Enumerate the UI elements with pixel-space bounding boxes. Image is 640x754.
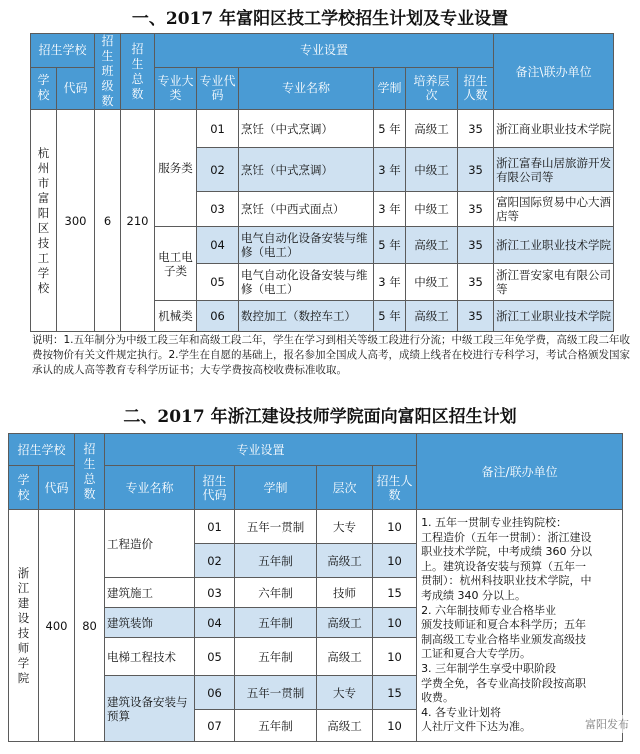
note-line: 人社厅文件下达为准。 xyxy=(421,720,532,734)
count: 15 xyxy=(373,578,417,608)
school-name: 杭 州 市 富 阳 区 技 工 学 校 xyxy=(31,110,57,332)
note-line: 颁发技师证和夏合本科学历；五年 xyxy=(421,618,587,632)
major-code: 07 xyxy=(195,710,235,742)
school-code: 300 xyxy=(57,110,95,332)
level: 技师 xyxy=(317,578,373,608)
level: 中级工 xyxy=(406,148,458,192)
header-code: 代码 xyxy=(39,466,75,510)
header-count: 招生人数 xyxy=(458,67,494,109)
watermark: 富阳发布 xyxy=(582,715,632,733)
major-code: 03 xyxy=(195,578,235,608)
major-name: 烹饪（中西式面点） xyxy=(239,192,374,227)
count: 10 xyxy=(373,710,417,742)
note-line: 1. 五年一贯制专业挂钩院校： xyxy=(421,516,568,530)
major-code: 04 xyxy=(195,608,235,638)
major-code: 06 xyxy=(195,676,235,710)
header-major-setting: 专业设置 xyxy=(155,34,494,68)
note-line: 上。建筑设备安装与预算（五年一 xyxy=(421,559,587,573)
note: 浙江富春山居旅游开发有限公司等 xyxy=(494,148,614,192)
count: 35 xyxy=(458,227,494,264)
major-code: 05 xyxy=(197,264,239,301)
title-1: 一、2017 年富阳区技工学校招生计划及专业设置 xyxy=(131,9,509,29)
count: 35 xyxy=(458,148,494,192)
major-name: 建筑装饰 xyxy=(105,608,195,638)
header-code: 代码 xyxy=(57,67,95,109)
header-level: 层次 xyxy=(317,466,373,510)
level: 高级工 xyxy=(406,301,458,332)
level: 高级工 xyxy=(317,608,373,638)
years: 5 年 xyxy=(374,301,406,332)
class-count: 6 xyxy=(95,110,121,332)
major-name: 电梯工程技术 xyxy=(105,638,195,676)
header-major-code: 招生代码 xyxy=(195,466,235,510)
major-name: 工程造价 xyxy=(105,510,195,578)
header-major-setting: 专业设置 xyxy=(105,434,417,466)
level: 中级工 xyxy=(406,192,458,227)
level: 中级工 xyxy=(406,264,458,301)
note: 浙江晋安家电有限公司等 xyxy=(494,264,614,301)
note-line: 2. 六年制技师专业合格毕业 xyxy=(421,603,557,617)
note-line: 3. 三年制学生享受中职阶段 xyxy=(421,661,557,675)
header-total: 招 生 总 数 xyxy=(75,434,105,510)
category-electrical: 电工电子类 xyxy=(155,227,197,301)
major-name: 烹饪（中式烹调） xyxy=(239,148,374,192)
table-row xyxy=(9,510,623,544)
header-school-group: 招生学校 xyxy=(9,434,75,466)
level: 高级工 xyxy=(317,544,373,578)
school-name: 浙 江 建 设 技 师 学 院 xyxy=(9,510,39,742)
level: 高级工 xyxy=(406,110,458,148)
header-count: 招生人数 xyxy=(373,466,417,510)
note: 浙江工业职业技术学院 xyxy=(494,301,614,332)
major-code: 04 xyxy=(197,227,239,264)
major-code: 01 xyxy=(197,110,239,148)
major-code: 01 xyxy=(195,510,235,544)
count: 10 xyxy=(373,608,417,638)
note-line: 考成绩 340 分以上。 xyxy=(421,589,527,603)
note-line: 工程造价（五年一贯制）：浙江建设 xyxy=(421,530,592,544)
note-line: 工证和夏合大专学历。 xyxy=(421,647,532,661)
enrollment-table-2 xyxy=(8,433,623,742)
header-years: 学制 xyxy=(374,67,406,109)
count: 35 xyxy=(458,110,494,148)
category-mechanical: 机械类 xyxy=(155,301,197,332)
note-line: 职业技术学院，中考成绩 360 分以 xyxy=(421,545,593,559)
count: 35 xyxy=(458,264,494,301)
major-code: 02 xyxy=(195,544,235,578)
years: 5 年 xyxy=(374,110,406,148)
level: 大专 xyxy=(317,510,373,544)
years: 五年一贯制 xyxy=(235,510,317,544)
years: 五年一贯制 xyxy=(235,676,317,710)
years: 五年制 xyxy=(235,544,317,578)
note: 富阳国际贸易中心大酒店等 xyxy=(494,192,614,227)
header-school: 学 校 xyxy=(9,466,39,510)
major-name: 建筑施工 xyxy=(105,578,195,608)
years: 六年制 xyxy=(235,578,317,608)
major-name: 电气自动化设备安装与维修（电工） xyxy=(239,264,374,301)
count: 35 xyxy=(458,301,494,332)
level: 高级工 xyxy=(317,638,373,676)
title-2: 二、2017 年浙江建设技师学院面向富阳区招生计划 xyxy=(123,407,517,427)
major-name: 建筑设备安装与预算 xyxy=(105,676,195,742)
years: 五年制 xyxy=(235,608,317,638)
major-code: 06 xyxy=(197,301,239,332)
years: 五年制 xyxy=(235,710,317,742)
count: 10 xyxy=(373,638,417,676)
enrollment-table-1 xyxy=(30,33,614,332)
note-cell xyxy=(417,510,623,742)
level: 高级工 xyxy=(406,227,458,264)
note-line: 4. 各专业计划将 xyxy=(421,705,502,719)
header-school: 学 校 xyxy=(31,67,57,109)
years: 3 年 xyxy=(374,148,406,192)
level: 高级工 xyxy=(317,710,373,742)
major-code: 05 xyxy=(195,638,235,676)
header-level: 培养层次 xyxy=(406,67,458,109)
years: 五年制 xyxy=(235,638,317,676)
header-total: 招 生 总 数 xyxy=(121,34,155,110)
note-line: 学费全免，各专业高技阶段按高职 xyxy=(421,676,587,690)
header-years: 学制 xyxy=(235,466,317,510)
total-count: 210 xyxy=(121,110,155,332)
header-school-group: 招生学校 xyxy=(31,34,95,68)
header-note: 备注/联办单位 xyxy=(417,434,623,510)
count: 10 xyxy=(373,510,417,544)
major-name: 烹饪（中式烹调） xyxy=(239,110,374,148)
header-major-code: 专业代码 xyxy=(197,67,239,109)
level: 大专 xyxy=(317,676,373,710)
total-count: 80 xyxy=(75,510,105,742)
footnote-1: 说明：1.五年制分为中级工段三年和高级工段二年，学生在学习到相关等级工段进行分流；中级工段三年免学费，高级工段二年收费按物价有关文件规定执行。2.学生在自愿的基础上，报名参加全国成人高考，成绩上线者在校进行专科学习，考试合格颁发国家承认的成人高等教育专科学历证书；大专学费按高校收费标准收取。 xyxy=(32,334,631,376)
count: 35 xyxy=(458,192,494,227)
years: 5 年 xyxy=(374,227,406,264)
header-major-name: 专业名称 xyxy=(105,466,195,510)
years: 3 年 xyxy=(374,264,406,301)
major-name: 数控加工（数控车工） xyxy=(239,301,374,332)
school-code: 400 xyxy=(39,510,75,742)
note-line: 贯制）：杭州科技职业技术学院，中 xyxy=(421,574,592,588)
note-line: 收费。 xyxy=(421,691,455,705)
note: 浙江工业职业技术学院 xyxy=(494,227,614,264)
note-line: 制高级工专业合格毕业颁发高级技 xyxy=(421,632,587,646)
table-row xyxy=(31,110,614,148)
count: 15 xyxy=(373,676,417,710)
major-code: 03 xyxy=(197,192,239,227)
major-code: 02 xyxy=(197,148,239,192)
header-note: 备注\联办单位 xyxy=(494,34,614,110)
header-major-name: 专业名称 xyxy=(239,67,374,109)
category-service: 服务类 xyxy=(155,110,197,227)
major-name: 电气自动化设备安装与维修（电工） xyxy=(239,227,374,264)
header-classes: 招 生 班 级 数 xyxy=(95,34,121,110)
count: 10 xyxy=(373,544,417,578)
header-category: 专业大类 xyxy=(155,67,197,109)
note: 浙江商业职业技术学院 xyxy=(494,110,614,148)
years: 3 年 xyxy=(374,192,406,227)
